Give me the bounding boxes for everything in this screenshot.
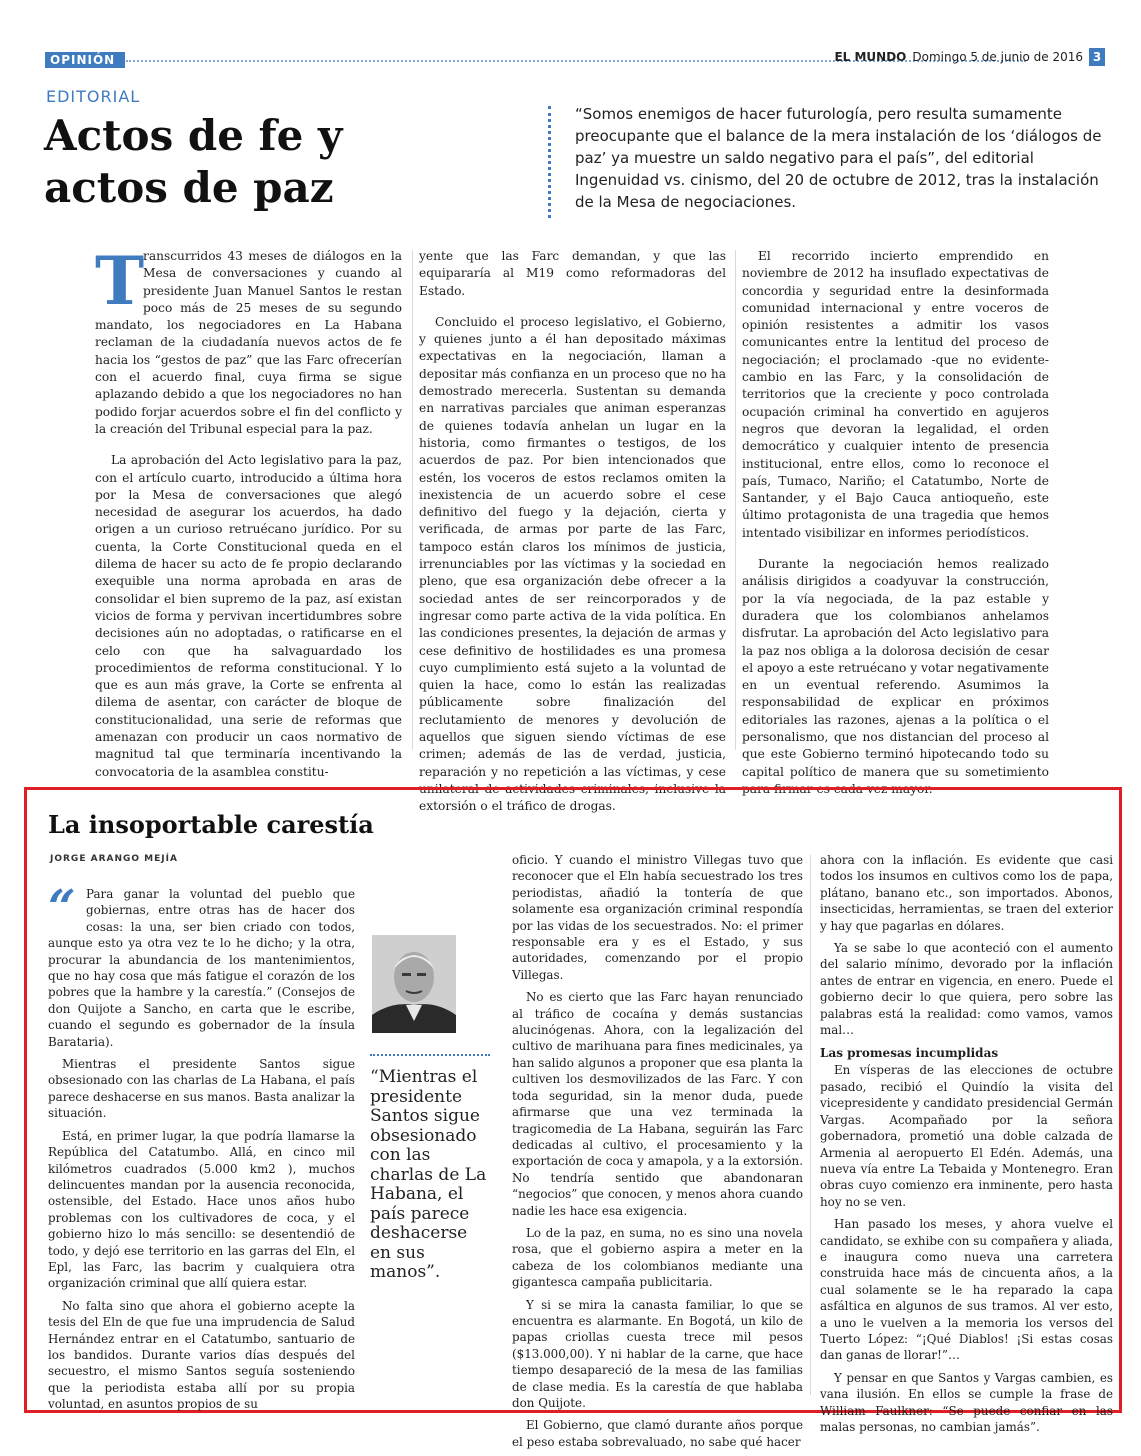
paragraph: Ya se sabe lo que aconteció con el aumento del salario mínimo, devorado por la inflación antes de entrar en vigencia, en enero. Puede el gobierno decir lo que quiera, pero sobre las palabras está la realidad: como vamos, vamos mal… [820,941,1113,1038]
paragraph: Está, en primer lugar, la que podría llamarse la República del Catatumbo. Allá, en cinco mil kilómetros cuadrados (5.000 km2 ), muchos delincuentes mandan por la ausencia reconocida, ostensible, del Estado. Hace unos años hubo problemas con los cultivadores de coca, y el gobierno hizo lo más sencillo: se desentendió de todo, y dejó ese territorio en las garras del Eln, el Epl, las Farc, las bacrim y cualquiera otra organización criminal que allí quiera estar. [48,1128,355,1291]
column-rule [412,250,413,750]
paragraph: El recorrido incierto emprendido en noviembre de 2012 ha insuflado expectativas de concordia y seguridad entre la desinformada comunidad internacional y entre voceros de opinión resistentes a admitir los vasos comunicantes entre la lentitud del proceso de negociación; el proclamado -que no evidente- cambio en las Farc, y la consolidación de territorios que la creciente y poco controlada ocupación criminal ha convertido en agujeros negros que devoran la legalidad, el orden democrático y cualquier intento de presencia institucional, entre ellos, como lo reconoce el país, Tumaco, Nariño; el Catatumbo, Norte de Santander, y el Bajo Cauca antioqueño, este último protagonista de una tragedia que hemos intentado visibilizar en informes periodísticos. [742,249,1049,540]
paragraph: Concluido el proceso legislativo, el Gobierno, y quienes junto a él han depositado máximas expectativas en la negociación, llaman a depositar más confianza en un proceso que no ha demostrado merecerla. Sustentan su demanda en narrativas parciales que animan esperanzas de quienes todavía anhelan un lugar en la historia, como firmantes o testigos, de los acuerdos de paz. Por bien intencionados que estén, los voceros de estos reclamos omiten la inexistencia de un acuerdo sobre el cese definitivo del fuego y la dejación, cierta y verificada, de armas por parte de las Farc, tampoco están claros los mínimos de justicia, irrenunciables por las víctimas y la sociedad en pleno, que esa organización debe ofrecer a la sociedad antes de ser reincorporados y de ingresar como parte activa de la vida política. En las condiciones presentes, la dejación de armas y cese definitivo de hostilidades es una promesa cuyo cumplimiento está sujeto a la voluntad de quien la hace, como lo están las realizadas públicamente sobre finalización del reclutamiento de menores y devolución de aquellos que siguen siendo víctimas de ese crimen; además de las de verdad, justicia, reparación y no repetición a las víctimas, y cese unilateral de actividades criminales, inclusive la extorsión o el tráfico de drogas. [419,314,726,814]
paragraph: No falta sino que ahora el gobierno acepte la tesis del Eln de que fue una imprudencia de Salud Hernández entrar en el Catatumbo, santuario de los bandidos. Durante varios días después del secuestro, el mismo Santos seguía sosteniendo que la periodista estaba allí por su propia voluntad, en asuntos propios de su [48,1298,355,1412]
paragraph [95,242,402,438]
paragraph: El Gobierno, que clamó durante años porque el peso estaba sobrevaluado, no sabe qué hacer [512,1418,803,1449]
paragraph: Mientras el presidente Santos sigue obsesionado con las charlas de La Habana, el país parece deshacerse en sus manos. Basta analizar la situación. [48,1057,355,1121]
paragraph-text: ranscurridos 43 meses de diálogos en la Mesa de conversaciones y cuando al presidente Juan Manuel Santos le restan poco más de 25 meses de su segundo mandato, los negociadores en La Habana reclaman de la ciudadanía nuevos actos de fe hacia los “gestos de paz” que las Farc ofrecerían con el acuerdo final, cuya firma se sigue aplazando debido a que los negociadores no han podido forjar acuerdos sobre el fin del conflicto y la creación del Tribunal especial para la paz. [95,249,402,436]
editorial-column-3 [742,248,1049,812]
column-rule [735,250,736,750]
column-text-2 [512,852,803,1456]
editorial-pull-quote: “Somos enemigos de hacer futurología, pero resulta sumamente preocupante que el balance de la mera instalación de los ‘diálogos de paz’ ya muestre un saldo negativo para el país”, del editorial Ingenuidad vs. cinismo, del 20 de octubre de 2012, tras la instalación de la Mesa de negociaciones. [575,105,1102,211]
issue-date: Domingo 5 de junio de 2016 [912,50,1083,64]
masthead-info [834,50,1083,64]
column-pull-quote: “Mientras el presidente Santos sigue obsesionado con las charlas de La Habana, el país parece deshacerse en sus manos”. [370,1067,487,1282]
newspaper-name: EL MUNDO [834,50,907,64]
page-number: 3 [1089,48,1105,66]
paragraph: La aprobación del Acto legislativo para la paz, con el artículo cuarto, introducido a última hora por la Mesa de conversaciones que alegó necesidad de asegurar los acuerdos, ha dado origen a un curioso retruécano jurídico. Por su cuenta, la Corte Constitucional queda en el dilema de hacer su acto de fe propio declarando exequible una norma aprobada en aras de consolidar el bien supremo de la paz, así existan vicios de forma y pervivan incertidumbres sobre decisiones aún no adoptadas, o ratificarse en el celo con que ha salvaguardado los procedimientos de reforma constitucional. Y lo que es aun más grave, la Corte se enfrenta al dilema de asentar, con carácter de bloque de constitucionalidad, una serie de reformas que amenazan con producir un caos normativo de magnitud tal que terminaría incentivando la convocatoria de la asamblea constitu- [95,453,402,779]
paragraph: En vísperas de las elecciones de octubre pasado, recibió el Quindío la visita del vicepresidente y candidato presidencial Germán Vargas. Acompañado por la señora gobernadora, prometió una doble calzada de Armenia al aeropuerto El Edén. Además, una nueva vía entre La Tebaida y Montenegro. Eran obras cuyo comienzo era inminente, pero hasta hoy no se ven. [820,1063,1113,1209]
editorial-title: Actos de fe y actos de paz [44,111,343,212]
paragraph: Y si se mira la canasta familiar, lo que se encuentra es alarmante. En Bogotá, un kilo de papas criollas cuesta trece mil pesos ($13.000,00). Y ni hablar de la carne, que hace tiempo desapareció de la mesa de las familias de clase media. Es la carestía de que hablaba don Quijote. [512,1297,803,1410]
paragraph-text: Para ganar la voluntad del pueblo que gobiernas, entre otras has de hacer dos cosas: la una, ser bien criado con todos, aunque esto ya otra vez te lo he dicho; y la otra, procurar la abundancia de los mantenimientos, que no hay cosa que más fatigue el corazón de los pobres que la hambre y la carestía.” (Consejos de don Quijote a Sancho, en carta que le escribe, cuando el segundo es gobernador de la ínsula Barataria). [48,887,355,1049]
paragraph: oficio. Y cuando el ministro Villegas tuvo que reconocer que el Eln había secuestrado los tres periodistas, añadió la tontería de que solamente esa organización criminal respondía por las vidas de los secuestrados. No: el primer responsable era y es el Estado, y sus autoridades, comenzando por el propio Villegas. [512,853,803,982]
column-text-1 [48,880,355,1419]
editorial-column-2 [419,248,726,830]
column-text-3 [820,852,1113,1441]
editorial-column-1 [95,242,402,795]
paragraph: Durante la negociación hemos realizado análisis dirigidos a coadyuvar la construcción, por la vía negociada, de la paz estable y duradera que los colombianos anhelamos disfrutar. La aprobación del Acto legislativo para la paz nos obliga a la dolorosa decisión de cesar el apoyo a este retruécano y votar negativamente en un eventual referendo. Asumimos la responsabilidad de explicar en próximos editoriales las razones, ajenas a la política o el personalismo, que nos distancian del proceso al que este Gobierno terminó hipotecando todo su capital político de manera que su sometimiento para firmar es cada vez mayor. [742,557,1049,796]
author-photo [372,935,456,1033]
paragraph: yente que las Farc demandan, y que las equipararía al M19 como reformadoras del Estado. [419,249,726,298]
column-title: La insoportable carestía [48,810,374,839]
paragraph: Lo de la paz, en suma, no es sino una novela rosa, que el gobierno aspira a meter en la cabeza de los colombianos mediante una gigantesca campaña publicitaria. [512,1225,803,1290]
paragraph: Y pensar en que Santos y Vargas cambien, es vana ilusión. En ellos se cumple la frase de William Faulkner: “Se puede confiar en las malas personas, no cambian jamás”. [820,1370,1113,1434]
quote-mark: “ [48,880,72,936]
quote-divider [548,106,551,218]
subheading: Las promesas incumplidas [820,1046,999,1061]
author-photo-image [372,935,456,1033]
paragraph: Han pasado los meses, y ahora vuelve el candidato, se exhibe con su compañera y aliada, e inaugura como nueva una carretera construida hace más de cincuenta años, a la cual solamente se le ha reparado la capa asfáltica en algunos de sus tramos. Al ver esto, a uno le vuelven a la memoria los versos del Tuerto López: “¡Qué Diablos! ¡Si estas cosas dan ganas de llorar!”… [820,1217,1113,1363]
column-rule [810,855,811,1395]
author-byline: JORGE ARANGO MEJÍA [50,854,178,864]
paragraph: ahora con la inflación. Es evidente que casi todos los insumos en cultivos como los de papa, plátano, banano etc., son importados. Abonos, insecticidas, herramientas, se traen del exterior y hay que pagarlas en dólares. [820,853,1113,933]
paragraph [48,880,355,1050]
section-tag: OPINIÓN [45,52,125,68]
editorial-label: EDITORIAL [46,87,141,106]
drop-cap: T [95,242,145,320]
paragraph: No es cierto que las Farc hayan renunciado al tráfico de cocaína y demás sustancias alucinógenas. Ahora, con la legalización del cultivo de marihuana para fines medicinales, ya han salido algunos a proponer que esa planta la cultiven los desmovilizados de las Farc. Y con toda seguridad, sin la menor duda, puede afirmarse que una vez terminada la tragicomedia de La Habana, seguirán las Farc dedicadas al cultivo, el procesamiento y la exportación de coca y amapola, y a la extorsión. No tendría sentido que abandonaran “negocios” que conocen, y menos ahora cuando nadie les hace esa exigencia. [512,990,803,1218]
quote-divider [370,1054,490,1056]
